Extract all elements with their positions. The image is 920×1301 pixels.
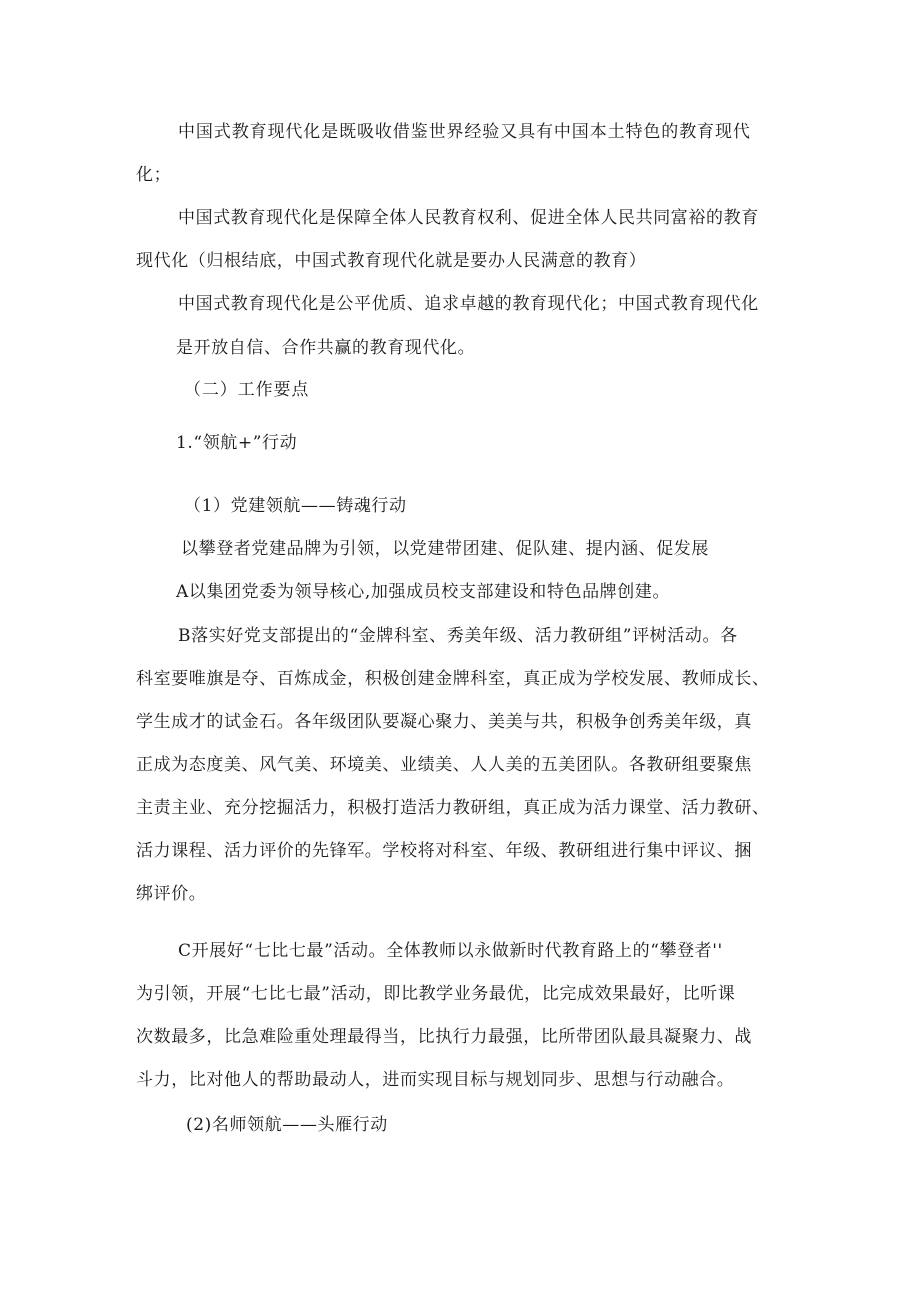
paragraph-2-line-2: 现代化（归根结底，中国式教育现代化就是要办人民满意的教育） (136, 251, 647, 271)
item-1-intro: 以攀登者党建品牌为引领，以党建带团建、促队建、提内涵、促发展 (181, 539, 709, 559)
paragraph-3-line-2: 是开放自信、合作共赢的教育现代化。 (176, 338, 476, 358)
point-b-line-3: 学生成才的试金石。各年级团队要凝心聚力、美美与共，积极争创秀美年级，真 (136, 712, 752, 732)
paragraph-2-line-1: 中国式教育现代化是保障全体人民教育权利、促进全体人民共同富裕的教育 (178, 208, 759, 228)
point-b-line-4: 正成为态度美、风气美、环境美、业绩美、人人美的五美团队。各教研组要聚焦 (136, 755, 752, 775)
paragraph-1-line-2: 化； (136, 165, 172, 185)
subheading-1: 1.“领航+”行动 (176, 433, 298, 453)
item-1-heading: （1）党建领航——铸魂行动 (184, 496, 407, 516)
point-a: A以集团党委为领导核心,加强成员校支部建设和特色品牌创建。 (176, 582, 671, 602)
paragraph-3-line-1: 中国式教育现代化是公平优质、追求卓越的教育现代化；中国式教育现代化 (178, 294, 759, 314)
point-b-line-2: 科室要唯旗是夺、百炼成金，积极创建金牌科室，真正成为学校发展、教师成长、 (136, 669, 770, 689)
point-c-line-3: 次数最多，比急难险重处理最得当，比执行力最强，比所带团队最具凝聚力、战 (136, 1027, 752, 1047)
point-b-line-6: 活力课程、活力评价的先锋军。学校将对科室、年级、教研组进行集中评议、捆 (136, 841, 752, 861)
section-heading: （二）工作要点 (184, 380, 310, 400)
item-2-heading: (2)名师领航——头雁行动 (186, 1115, 388, 1135)
point-b-line-5: 主责主业、充分挖掘活力，积极打造活力教研组，真正成为活力课堂、活力教研、 (136, 798, 770, 818)
point-b-line-7: 绑评价。 (136, 884, 207, 904)
point-c-line-2: 为引领，开展“七比七最”活动，即比教学业务最优，比完成效果最好，比听课 (136, 984, 736, 1004)
point-c-line-1: C开展好“七比七最”活动。全体教师以永做新时代教育路上的“攀登者'' (178, 941, 723, 961)
paragraph-1-line-1: 中国式教育现代化是既吸收借鉴世界经验又具有中国本土特色的教育现代 (178, 122, 751, 142)
point-c-line-4: 斗力，比对他人的帮助最动人，进而实现目标与规划同步、思想与行动融合。 (136, 1070, 735, 1090)
point-b-line-1: B落实好党支部提出的“金牌科室、秀美年级、活力教研组”评树活动。各 (178, 626, 738, 646)
